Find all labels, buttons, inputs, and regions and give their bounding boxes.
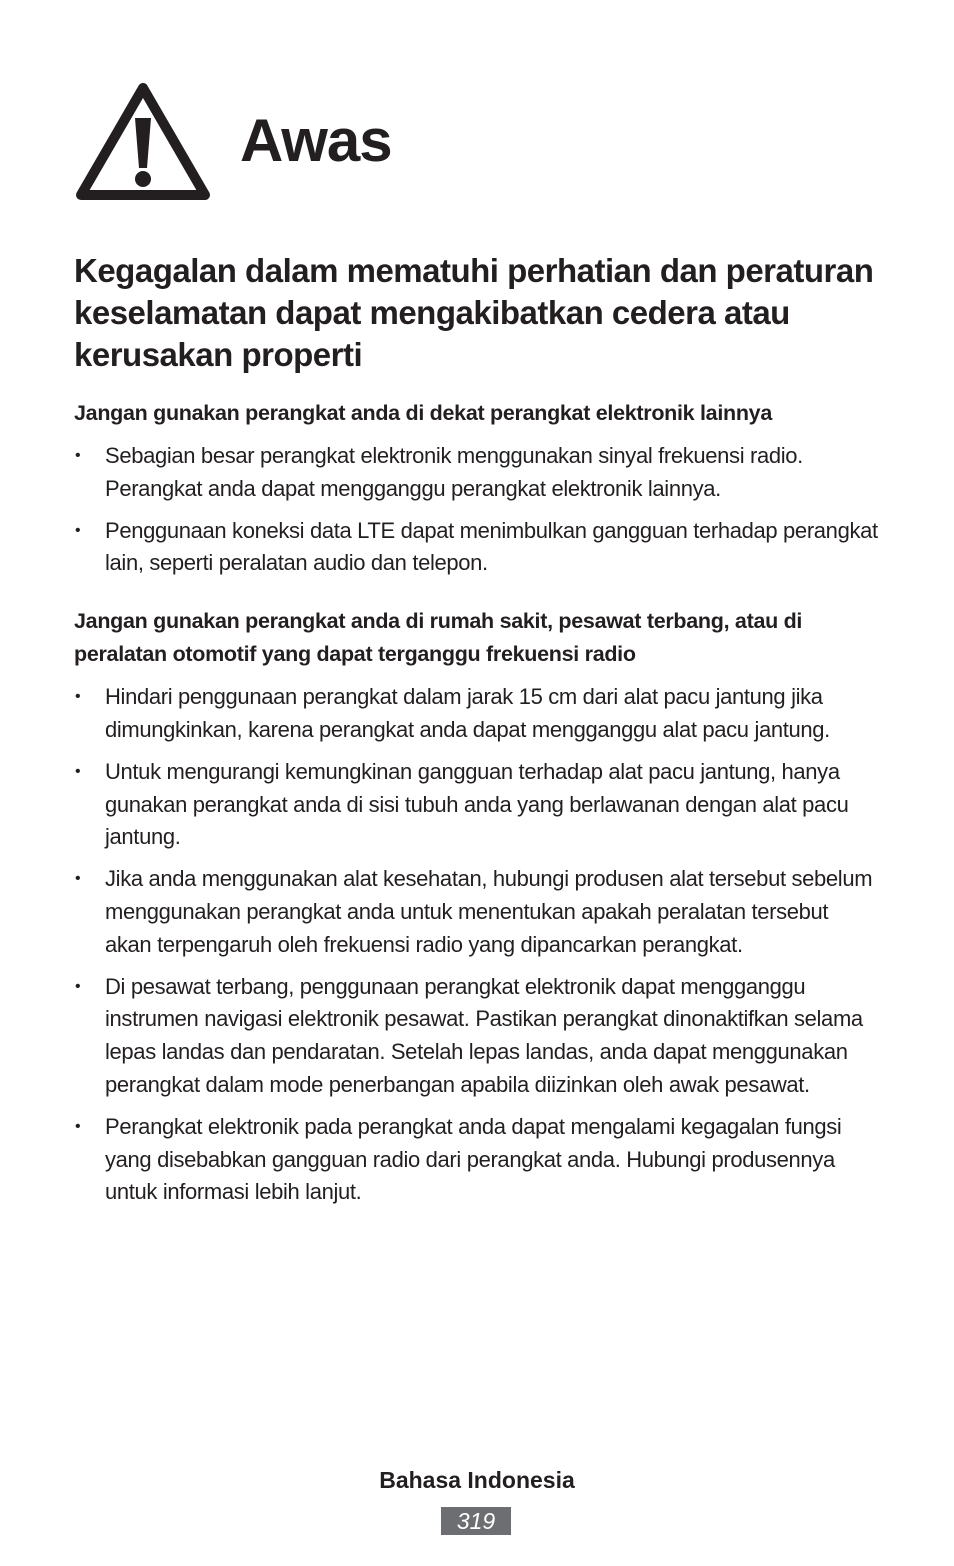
section-electronic-devices xyxy=(74,397,880,580)
bullet-item: • Perangkat elektronik pada perangkat anda dapat mengalami kegagalan fungsi yang disebabkan gangguan radio dari perangkat anda. Hubungi produsennya untuk informasi lebih lanjut. xyxy=(74,1111,880,1209)
main-heading: Kegagalan dalam mematuhi perhatian dan peraturan keselamatan dapat mengakibatkan cedera atau kerusakan properti xyxy=(74,252,874,373)
bullet-item: • Jika anda menggunakan alat kesehatan, hubungi produsen alat tersebut sebelum menggunakan perangkat anda untuk menentukan apakah peralatan tersebut akan terpengaruh oleh frekuensi radio yang dipancarkan perangkat. xyxy=(74,863,880,961)
page-title: Awas xyxy=(240,107,392,174)
section-hospitals-aircraft xyxy=(74,605,880,1209)
bullet-item: • Di pesawat terbang, penggunaan perangkat elektronik dapat mengganggu instrumen navigasi elektronik pesawat. Pastikan perangkat dinonaktifkan selama lepas landas dan pendaratan. Setelah lepas landas, anda dapat menggunakan perangkat dalam mode penerbangan apabila diizinkan oleh awak pesawat. xyxy=(74,971,880,1102)
footer-language: Bahasa Indonesia xyxy=(379,1467,575,1493)
bullet-item: • Sebagian besar perangkat elektronik menggunakan sinyal frekuensi radio. Perangkat anda dapat mengganggu perangkat elektronik lainnya. xyxy=(74,440,880,506)
bullet-item: • Hindari penggunaan perangkat dalam jarak 15 cm dari alat pacu jantung jika dimungkinkan, karena perangkat anda dapat mengganggu alat pacu jantung. xyxy=(74,681,880,747)
section-heading: Jangan gunakan perangkat anda di dekat perangkat elektronik lainnya xyxy=(74,401,772,425)
warning-triangle-icon xyxy=(74,80,212,204)
page-header xyxy=(74,80,874,205)
page-number-badge: 319 xyxy=(441,1507,511,1535)
bullet-list xyxy=(74,440,880,580)
content-body xyxy=(74,397,880,1209)
bullet-item: • Untuk mengurangi kemungkinan gangguan terhadap alat pacu jantung, hanya gunakan perangkat anda di sisi tubuh anda yang berlawanan dengan alat pacu jantung. xyxy=(74,756,880,854)
bullet-list xyxy=(74,681,880,1209)
section-heading: Jangan gunakan perangkat anda di rumah sakit, pesawat terbang, atau di peralatan otomotif yang dapat terganggu frekuensi radio xyxy=(74,609,803,667)
bullet-item: • Penggunaan koneksi data LTE dapat menimbulkan gangguan terhadap perangkat lain, seperti peralatan audio dan telepon. xyxy=(74,515,880,581)
